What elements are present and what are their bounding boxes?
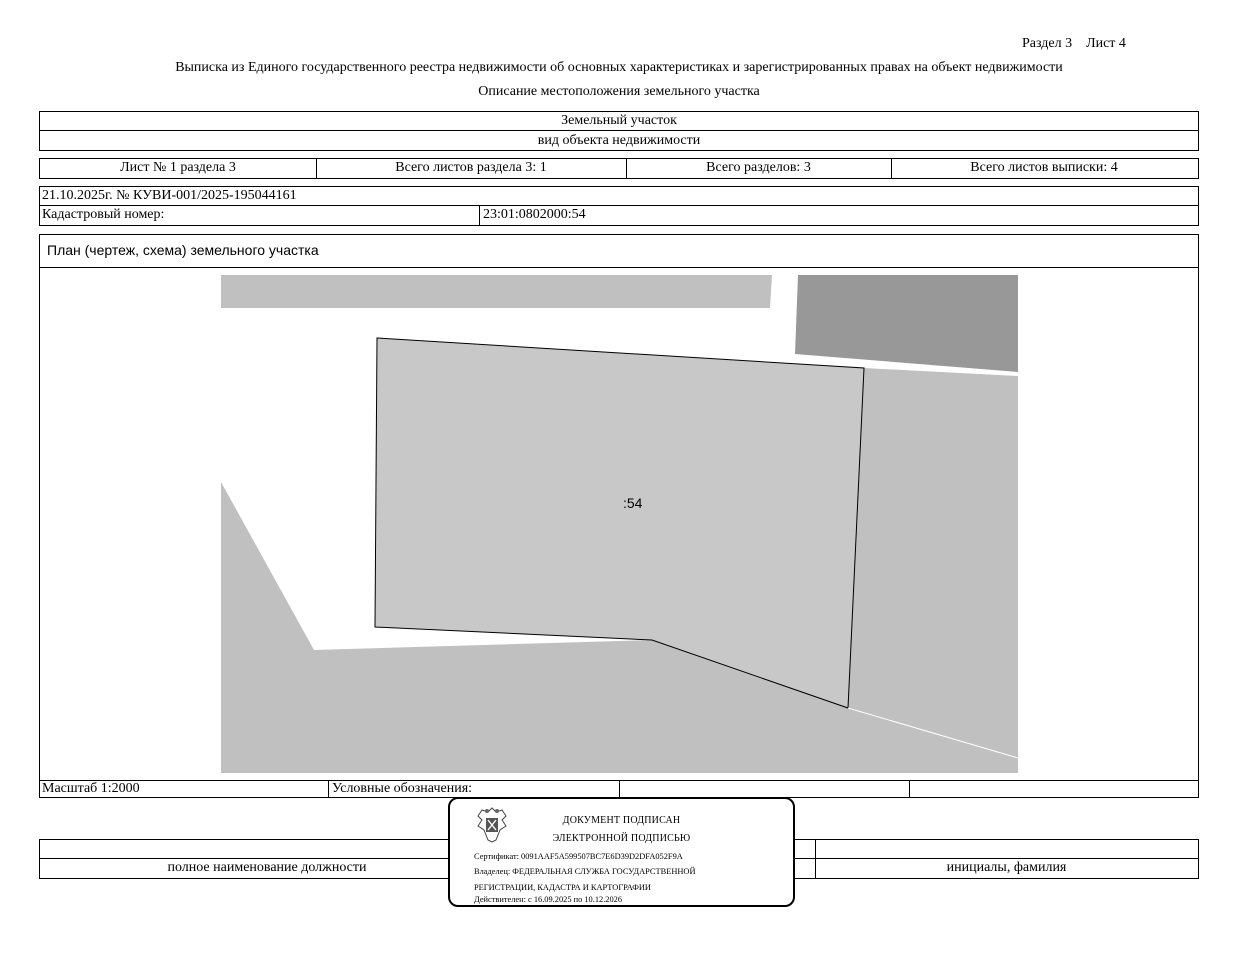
section-number: Раздел 3 [1022,36,1073,51]
total-sheets-extract: Всего листов выписки: 4 [970,160,1118,175]
plan-map [40,268,1198,778]
plan-drawing [40,268,1198,778]
name-caption: инициалы, фамилия [946,860,1067,875]
record-date-number: 21.10.2025г. № КУВИ-001/2025-195044161 [40,187,1198,206]
cadastral-value: 23:01:0802000:54 [483,207,586,222]
stamp-line2: ЭЛЕКТРОННОЙ ПОДПИСЬЮ [552,833,691,844]
stamp-owner-line2: РЕГИСТРАЦИИ, КАДАСТРА И КАРТОГРАФИИ [474,883,651,892]
total-sheets-section: Всего листов раздела 3: 1 [395,160,547,175]
parcel-label: :54 [623,495,643,511]
object-type-value: Земельный участок [40,112,1198,131]
document-subtitle: Описание местоположения земельного участка [478,84,760,99]
scale-label: Масштаб 1:2000 [42,780,140,796]
stamp-certificate: Сертификат: 0091AAF5A599507BC7E6D39D2DFA052F9A [474,852,683,861]
sheet-no: Лист № 1 раздела 3 [120,160,236,175]
stamp-owner-line1: Владелец: ФЕДЕРАЛЬНАЯ СЛУЖБА ГОСУДАРСТВЕННОЙ [474,867,696,876]
position-caption: полное наименование должности [167,860,367,875]
road-strip [221,275,772,308]
record-box [39,186,1199,226]
total-sections: Всего разделов: 3 [706,160,811,175]
stamp-validity: Действителен: с 16.09.2025 по 10.12.2026 [474,895,623,904]
dark-neighbor-parcel [795,275,1018,372]
sheet-indicator [1022,36,1126,52]
legend-row [39,780,1199,798]
e-signature-stamp [448,797,795,907]
cadastral-label: Кадастровый номер: [42,207,165,222]
object-type-caption: вид объекта недвижимости [537,132,701,148]
document-title: Выписка из Единого государственного реестра недвижимости об основных характеристиках и зарегистрированных правах на объект недвижимости [175,60,1063,75]
sheets-info-row [39,158,1199,179]
sheet-number: Лист 4 [1086,36,1126,51]
plan-title: План (чертеж, схема) земельного участка [47,242,319,258]
object-type-box [39,111,1199,151]
stamp-line1: ДОКУМЕНТ ПОДПИСАН [562,815,681,826]
legend-label: Условные обозначения: [332,780,473,796]
